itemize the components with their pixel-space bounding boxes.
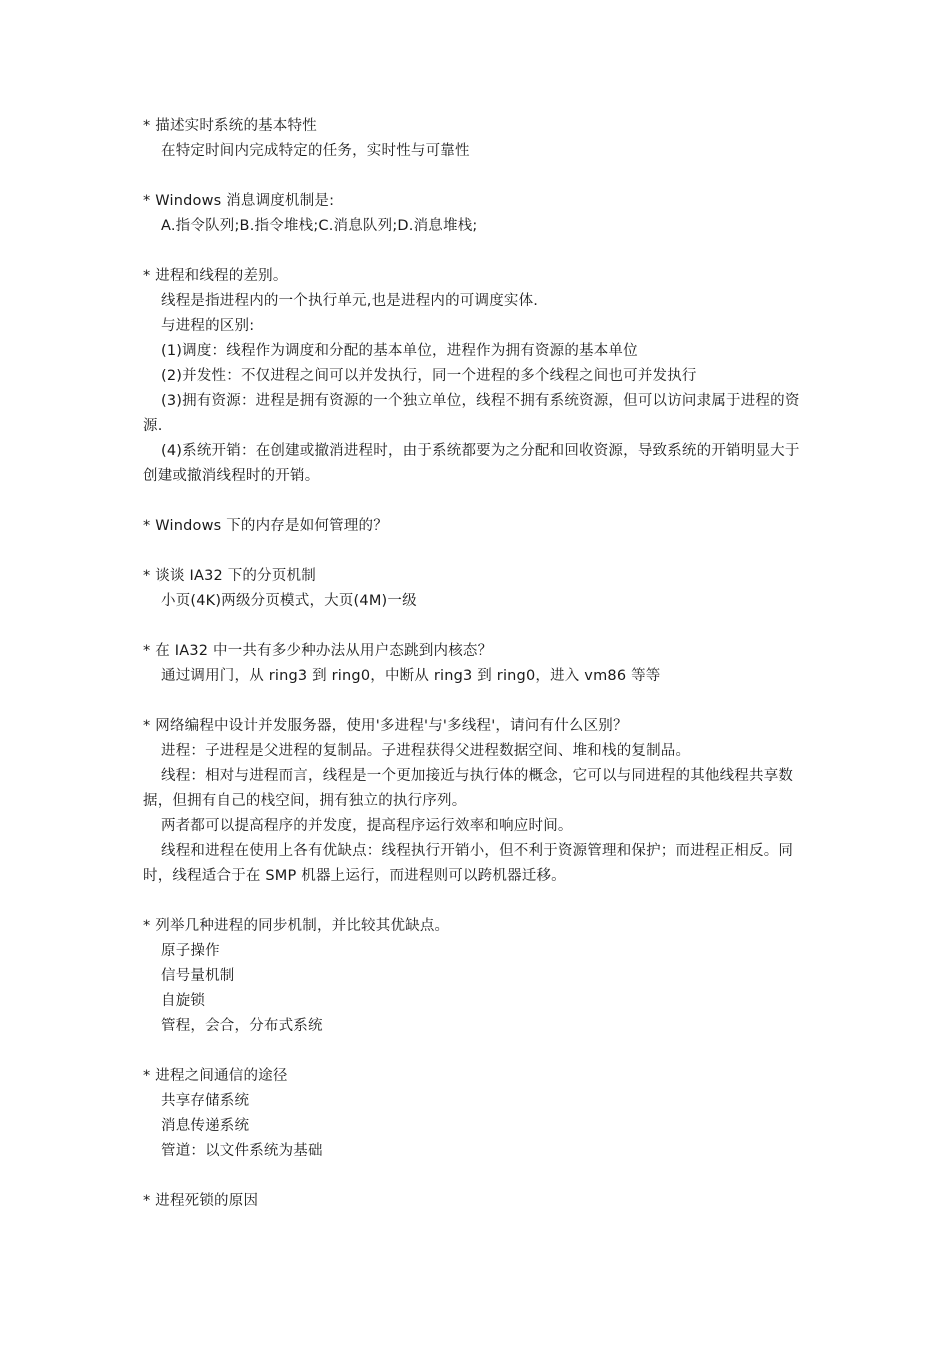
qa-section	[143, 189, 811, 239]
answer-line: 线程：相对与进程而言，线程是一个更加接近与执行体的概念，它可以与同进程的其他线程共享数据，但拥有自己的栈空间，拥有独立的执行序列。	[143, 768, 794, 809]
answer-line: 进程：子进程是父进程的复制品。子进程获得父进程数据空间、堆和栈的复制品。	[161, 743, 691, 759]
qa-section	[143, 914, 811, 1039]
qa-section	[143, 639, 811, 689]
answer-line: 原子操作	[161, 943, 220, 959]
question-line: * 网络编程中设计并发服务器，使用'多进程'与'多线程'，请问有什么区别？	[143, 718, 628, 734]
answer-line: 线程和进程在使用上各有优缺点：线程执行开销小，但不利于资源管理和保护；而进程正相反。同时，线程适合于在 SMP 机器上运行，而进程则可以跨机器迁移。	[143, 843, 794, 884]
question-line: * 谈谈 IA32 下的分页机制	[143, 568, 316, 584]
question-line: * 在 IA32 中一共有多少种办法从用户态跳到内核态？	[143, 643, 493, 659]
answer-line: 两者都可以提高程序的并发度，提高程序运行效率和响应时间。	[161, 818, 573, 834]
answer-line: (3)拥有资源：进程是拥有资源的一个独立单位，线程不拥有系统资源，但可以访问隶属于进程的资源.	[143, 393, 800, 434]
qa-section	[143, 564, 811, 614]
answer-line: 线程是指进程内的一个执行单元,也是进程内的可调度实体.	[161, 293, 539, 309]
qa-section	[143, 714, 811, 889]
answer-line: 管程，会合，分布式系统	[161, 1018, 323, 1034]
qa-section	[143, 114, 811, 164]
answer-line: 在特定时间内完成特定的任务，实时性与可靠性	[161, 143, 470, 159]
answer-line: 与进程的区别:	[161, 318, 255, 334]
answer-line: (2)并发性：不仅进程之间可以并发执行，同一个进程的多个线程之间也可并发执行	[161, 368, 697, 384]
answer-line: 消息传递系统	[161, 1118, 250, 1134]
answer-line: 信号量机制	[161, 968, 235, 984]
answer-line: 管道：以文件系统为基础	[161, 1143, 323, 1159]
qa-section	[143, 1189, 811, 1214]
question-line: * Windows 下的内存是如何管理的？	[143, 518, 388, 534]
question-line: * Windows 消息调度机制是:	[143, 193, 335, 209]
question-line: * 进程和线程的差别。	[143, 268, 288, 284]
answer-line: (4)系统开销：在创建或撤消进程时，由于系统都要为之分配和回收资源，导致系统的开销明显大于创建或撤消线程时的开销。	[143, 443, 800, 484]
question-line: * 进程之间通信的途径	[143, 1068, 288, 1084]
qa-section	[143, 514, 811, 539]
question-line: * 列举几种进程的同步机制，并比较其优缺点。	[143, 918, 450, 934]
answer-line: A.指令队列;B.指令堆栈;C.消息队列;D.消息堆栈;	[161, 218, 478, 234]
question-line: * 进程死锁的原因	[143, 1193, 259, 1209]
question-line: * 描述实时系统的基本特性	[143, 118, 317, 134]
answer-line: 小页(4K)两级分页模式，大页(4M)一级	[161, 593, 417, 609]
answer-line: (1)调度：线程作为调度和分配的基本单位，进程作为拥有资源的基本单位	[161, 343, 638, 359]
qa-section	[143, 1064, 811, 1164]
answer-line: 通过调用门，从 ring3 到 ring0，中断从 ring3 到 ring0，进入 vm86 等等	[161, 668, 661, 684]
answer-line: 共享存储系统	[161, 1093, 250, 1109]
answer-line: 自旋锁	[161, 993, 206, 1009]
document-body	[143, 114, 811, 1239]
qa-section	[143, 264, 811, 489]
